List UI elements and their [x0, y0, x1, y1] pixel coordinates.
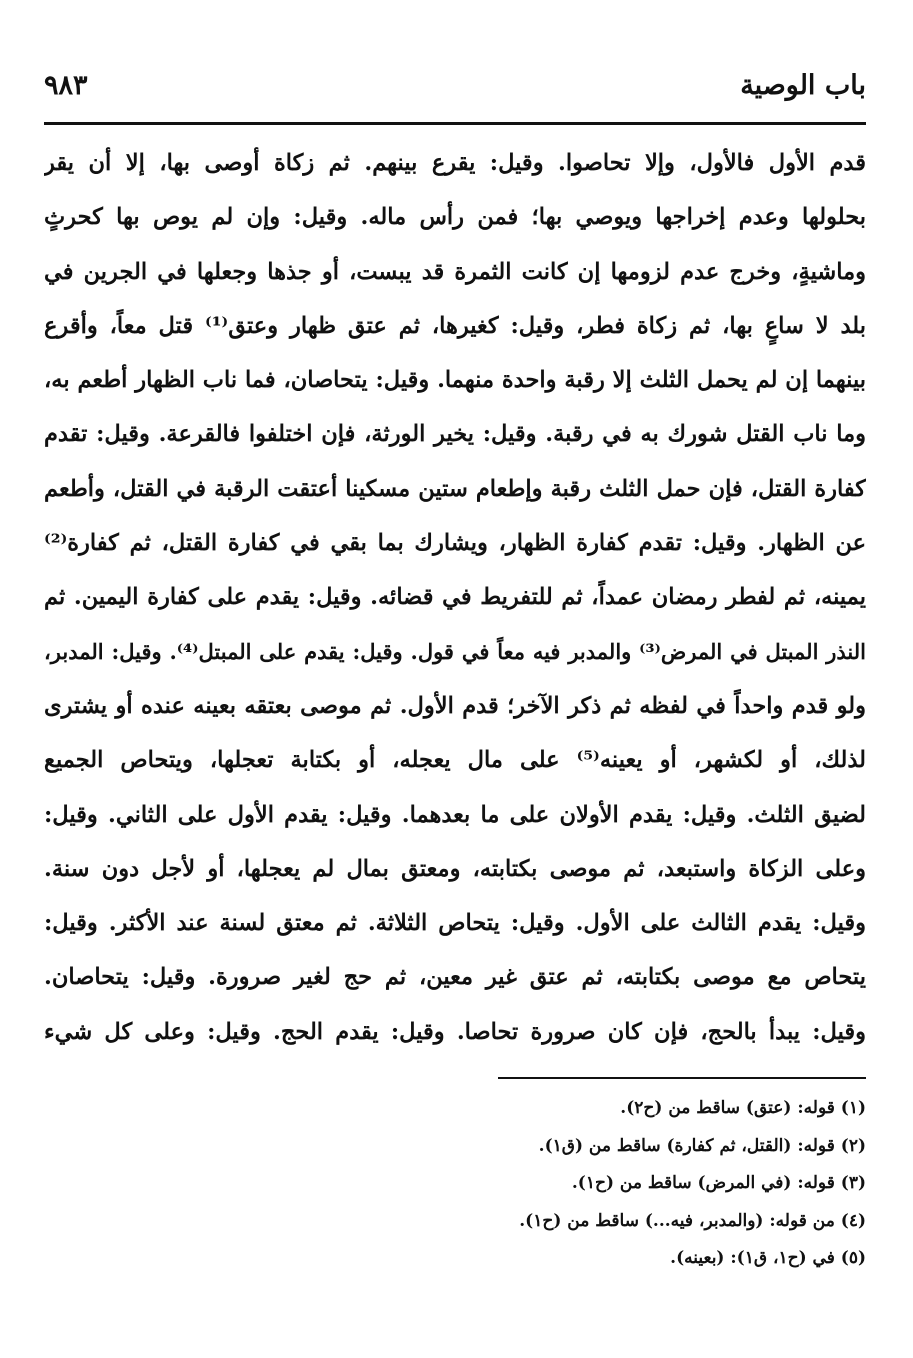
text-line: قدم الأول فالأول، وإلا تحاصوا. وقيل: يقرع بينهم. ثم زكاة أوصى بها، إلا أن يقر [44, 150, 866, 176]
text-line: وماشيةٍ، وخرج عدم لزومها إن كانت الثمرة قد يبست، أو جذها وجعلها في الجرين في [44, 258, 866, 285]
page-header [44, 66, 866, 116]
text-line: عن الظهار. وقيل: تقدم كفارة الظهار، ويشارك بما بقي في كفارة القتل، ثم كفارة⁽²⁾ [44, 530, 866, 557]
footnote-2: (٢) قوله: (القتل، ثم كفارة) ساقط من (ق١). [538, 1135, 866, 1156]
footnote-rule [498, 1077, 866, 1079]
header-rule [44, 122, 866, 125]
text-line: النذر المبتل في المرض⁽³⁾ والمدبر فيه معاً في قول. وقيل: يقدم على المبتل⁽⁴⁾. وقيل: المدبر، [44, 638, 866, 664]
footnote-3: (٣) قوله: (في المرض) ساقط من (ح١). [571, 1173, 866, 1193]
text-line: لضيق الثلث. وقيل: يقدم الأولان على ما بعدهما. وقيل: يقدم الأول على الثاني. وقيل: [44, 801, 866, 828]
text-line: وقيل: يبدأ بالحج، فإن كان صرورة تحاصا. وقيل: يقدم الحج. وقيل: وعلى كل شيء [44, 1018, 866, 1045]
text-line: لذلك، أو لكشهر، أو يعينه⁽⁵⁾ على مال يعجله، أو بكتابة تعجلها، ويتحاص الجميع [44, 747, 866, 774]
footnotes [306, 1090, 866, 1278]
text-line: يمينه، ثم لفطر رمضان عمداً، ثم للتفريط في قضائه. وقيل: يقدم على كفارة اليمين. ثم [44, 584, 866, 611]
main-text [44, 136, 866, 1059]
footnote-4: (٤) من قوله: (والمدبر، فيه...) ساقط من (ح١). [519, 1210, 866, 1231]
footnote-1: (١) قوله: (عتق) ساقط من (ح٢). [620, 1098, 866, 1118]
text-line: بلد لا ساعٍ بها، ثم زكاة فطر، وقيل: كغيرها، ثم عتق ظهار وعتق⁽¹⁾ قتل معاً، وأقرع [44, 312, 866, 339]
page-number: ٩٨٣ [44, 70, 88, 101]
chapter-title: باب الوصية [740, 70, 866, 101]
text-line: وعلى الزكاة واستبعد، ثم موصى بكتابته، ومعتق بمال لم يعجلها، أو لأجل دون سنة. [44, 855, 866, 882]
text-line: وما ناب القتل شورك به في رقبة. وقيل: يخير الورثة، فإن اختلفوا فالقرعة. وقيل: تقدم [44, 421, 866, 448]
text-line: وقيل: يقدم الثالث على الأول. وقيل: يتحاص الثلاثة. ثم معتق لسنة عند الأكثر. وقيل: [44, 910, 866, 937]
footnote-5: (٥) في (ح١، ق١): (بعينه). [670, 1248, 866, 1268]
text-line: كفارة القتل، فإن حمل الثلث رقبة وإطعام ستين مسكينا أعتقت الرقبة في القتل، وأطعم [44, 475, 866, 502]
text-line: يتحاص مع موصى بكتابته، ثم عتق غير معين، ثم حج لغير صرورة. وقيل: يتحاصان. [44, 964, 866, 991]
text-line: ولو قدم واحداً في لفظه ثم ذكر الآخر؛ قدم الأول. ثم موصى بعتقه بعينه عنده أو يشترى [44, 692, 866, 719]
text-line: بحلولها وعدم إخراجها ويوصي بها؛ فمن رأس ماله. وقيل: وإن لم يوص بها كحرثٍ [44, 204, 866, 231]
text-line: بينهما إن لم يحمل الثلث إلا رقبة واحدة منهما. وقيل: يتحاصان، فما ناب الظهار أطعم به، [44, 367, 866, 394]
